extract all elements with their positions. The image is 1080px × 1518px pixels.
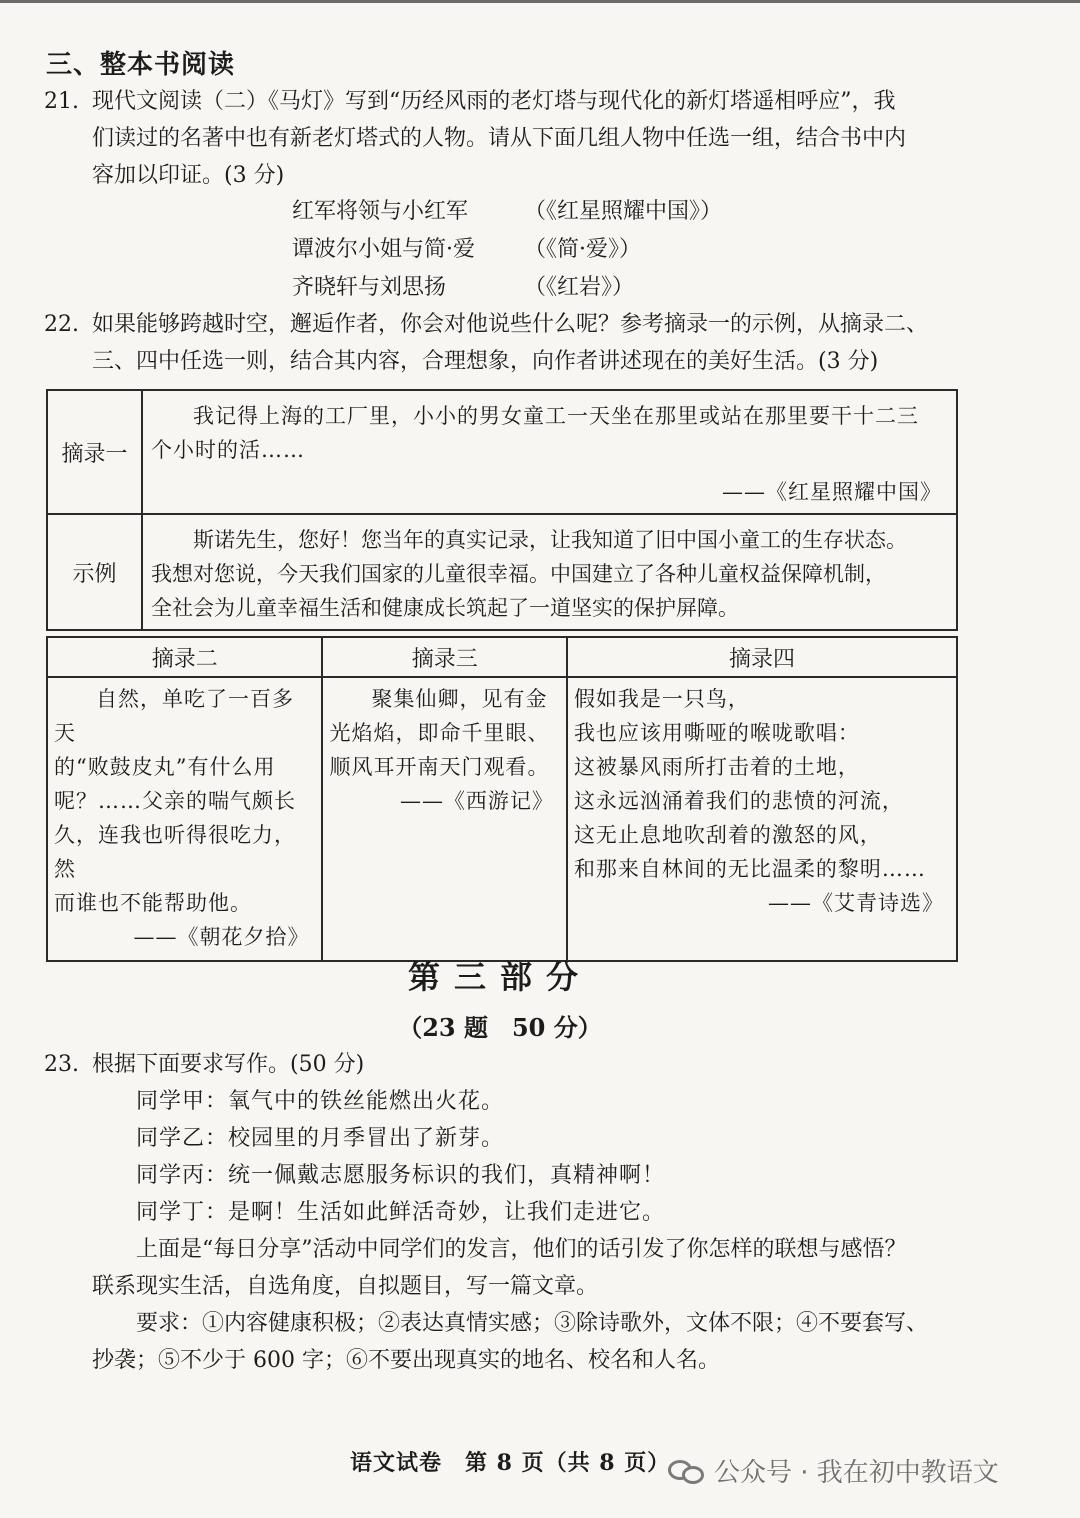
question-number: 23. bbox=[44, 1052, 79, 1077]
column-header: 摘录二 bbox=[47, 637, 322, 677]
prompt-line: 上面是“每日分享”活动中同学们的发言，他们的话引发了你怎样的联想与感悟？ bbox=[136, 1237, 907, 1262]
table-row bbox=[47, 390, 957, 514]
table-row bbox=[47, 514, 957, 630]
question-text-line: 现代文阅读（二）《马灯》写到“历经风雨的老灯塔与现代化的新灯塔遥相呼应”，我 bbox=[92, 89, 896, 114]
question-21 bbox=[44, 83, 964, 194]
dialog-line: 同学丁：是啊！生活如此鲜活奇妙，让我们走进它。 bbox=[136, 1200, 666, 1225]
part-subtitle: （23 题 50 分） bbox=[398, 1013, 602, 1042]
table-header-row bbox=[47, 637, 957, 677]
question-text-line: 容加以印证。(3 分) bbox=[92, 163, 285, 188]
prompt-line: 联系现实生活，自选角度，自拟题目，写一篇文章。 bbox=[92, 1274, 599, 1299]
question-number: 22. bbox=[44, 312, 79, 337]
character-pair: 红军将领与小红军 （《红星照耀中国》） bbox=[292, 199, 723, 224]
example-text: 斯诺先生，您好！您当年的真实记录，让我知道了旧中国小童工的生存状态。 我想对您说，今天我们国家的儿童很幸福。中国建立了各种儿童权益保障机制， 全社会为儿童幸福生活和健康成长筑起了一道坚实的保护屏障。 bbox=[142, 514, 957, 630]
question-number: 21. bbox=[44, 89, 79, 114]
writing-prompt bbox=[44, 1231, 964, 1379]
character-pair: 谭波尔小姐与简·爱 （《简·爱》） bbox=[292, 237, 641, 262]
watermark-text: 公众号 · 我在初中教语文 bbox=[714, 1458, 999, 1488]
character-pair: 齐晓轩与刘思扬 （《红岩》） bbox=[292, 275, 635, 300]
excerpt-source: ——《红星照耀中国》 bbox=[722, 480, 942, 504]
student-dialog bbox=[136, 1083, 665, 1231]
requirements-line: 抄袭；⑤不少于 600 字；⑥不要出现真实的地名、校名和人名。 bbox=[92, 1348, 720, 1373]
part-title: 第三部分 bbox=[407, 958, 592, 996]
excerpt-four: 假如我是一只鸟， 我也应该用嘶哑的喉咙歌唱： 这被暴风雨所打击着的土地， 这永远汹涌着我们的悲愤的河流， 这无止息地吹刮着的激怒的风， 和那来自林间的无比温柔的黎明…… ——《艾青诗选》 bbox=[567, 677, 957, 961]
page-footer: 语文试卷 第 8 页（共 8 页） bbox=[350, 1450, 671, 1476]
character-pairs bbox=[292, 193, 722, 307]
excerpt-one: 我记得上海的工厂里，小小的男女童工一天坐在那里或站在那里要干十二三 个小时的活…… ——《红星照耀中国》 bbox=[142, 390, 957, 514]
excerpts-table bbox=[46, 636, 958, 962]
column-header: 摘录四 bbox=[567, 637, 957, 677]
requirements-line: 要求：①内容健康积极；②表达真情实感；③除诗歌外，文体不限；④不要套写、 bbox=[136, 1311, 929, 1336]
dialog-line: 同学乙：校园里的月季冒出了新芽。 bbox=[136, 1126, 505, 1151]
table-row bbox=[47, 677, 957, 961]
excerpt-label: 摘录一 bbox=[47, 390, 142, 514]
excerpt-two: 自然，单吃了一百多天 的“败鼓皮丸”有什么用 呢？……父亲的喘气颇长 久，连我也听得很吃力，然 而谁也不能帮助他。 ——《朝花夕拾》 bbox=[47, 677, 322, 961]
wechat-icon bbox=[668, 1456, 706, 1486]
question-22 bbox=[44, 306, 964, 380]
excerpt-source: ——《朝花夕拾》 bbox=[133, 925, 310, 949]
excerpt-three: 聚集仙卿，见有金 光焰焰，即命千里眼、 顺风耳开南天门观看。 ——《西游记》 bbox=[322, 677, 566, 961]
question-23 bbox=[44, 1046, 964, 1083]
dialog-line: 同学丙：统一佩戴志愿服务标识的我们，真精神啊！ bbox=[136, 1163, 666, 1188]
excerpt-example-table bbox=[46, 389, 958, 631]
excerpt-source: ——《西游记》 bbox=[399, 789, 554, 813]
question-text-line: 三、四中任选一则，结合其内容，合理想象，向作者讲述现在的美好生活。(3 分) bbox=[92, 349, 879, 374]
watermark bbox=[668, 1452, 999, 1489]
question-text-line: 如果能够跨越时空，邂逅作者，你会对他说些什么呢？参考摘录一的示例，从摘录二、 bbox=[92, 312, 929, 337]
dialog-line: 同学甲：氧气中的铁丝能燃出火花。 bbox=[136, 1089, 505, 1114]
top-rule bbox=[0, 0, 1080, 3]
example-label: 示例 bbox=[47, 514, 142, 630]
question-text-line: 根据下面要求写作。(50 分) bbox=[92, 1052, 365, 1077]
section-heading: 三、整本书阅读 bbox=[46, 50, 236, 80]
excerpt-source: ——《艾青诗选》 bbox=[768, 891, 944, 915]
question-text-line: 们读过的名著中也有新老灯塔式的人物。请从下面几组人物中任选一组，结合书中内 bbox=[92, 126, 907, 151]
column-header: 摘录三 bbox=[322, 637, 566, 677]
